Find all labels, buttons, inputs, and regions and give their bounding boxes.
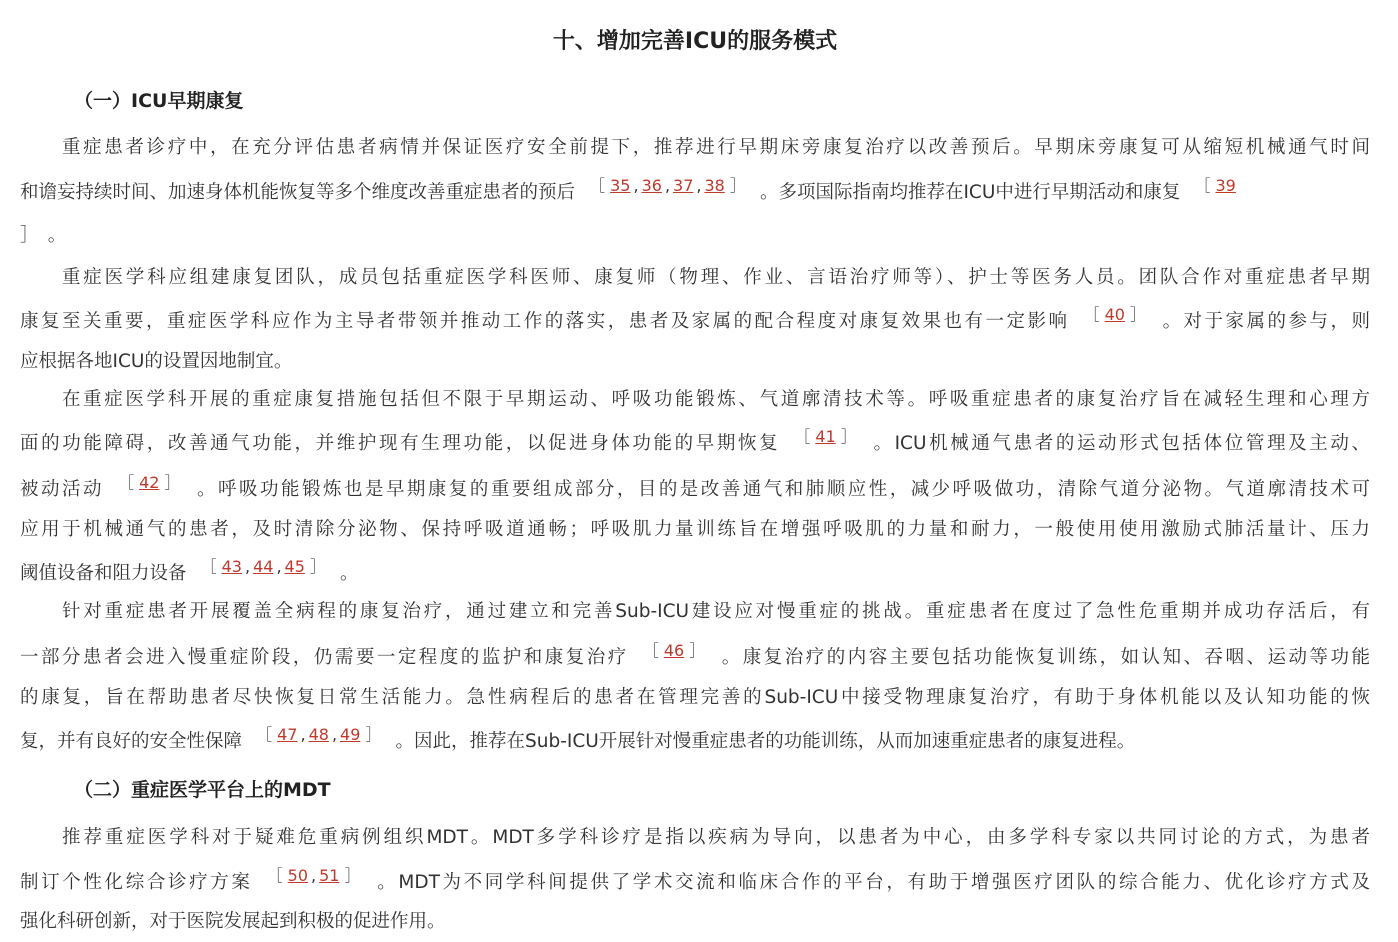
citation-link[interactable]: 46 [663, 641, 685, 660]
citation-group: ［ 43 , 44 , 45 ］ [200, 557, 326, 576]
paragraph-line: ］ 。 [20, 225, 67, 246]
line-text: 。呼吸功能锻炼也是早期康复的重要组成部分，目的是改善通气和肺顺应性，减少呼吸做功，清除气道分泌物。气道廓清技术可 [194, 479, 1370, 500]
line-text: 。MDT为不同学科间提供了学术交流和临床合作的平台，有助于增强医疗团队的综合能力、优化诊疗方式及 [374, 872, 1370, 893]
citation-link[interactable]: 43 [221, 557, 242, 576]
paragraph-line: 重症医学科应组建康复团队，成员包括重症医学科医师、康复师（物理、作业、言语治疗师等）、护士等医务人员。团队合作对重症患者早期 [62, 267, 1370, 288]
paragraph-line [20, 176, 1380, 207]
citation-link[interactable]: 37 [673, 176, 694, 195]
citation-link[interactable]: 36 [641, 176, 662, 195]
citation-group: ［ 35 , 36 , 37 , 38 ］ [589, 176, 746, 195]
line-text: 。多项国际指南均推荐在ICU中进行早期活动和康复 [759, 182, 1181, 203]
line-text: 康复至关重要，重症医学科应作为主导者带领并推动工作的落实，患者及家属的配合程度对康复效果也有一定影响 [20, 311, 1070, 332]
citation-group: ［ 39 [1194, 176, 1236, 195]
citation-link[interactable]: 40 [1104, 305, 1125, 324]
citation-group: ［ 50 , 51 ］ [266, 866, 361, 885]
line-text: 。 [340, 563, 359, 584]
citation-link[interactable]: 47 [277, 725, 298, 744]
page-title: 十、增加完善ICU的服务模式 [552, 29, 838, 54]
citation-link[interactable]: 44 [253, 557, 274, 576]
paragraph-line: 应根据各地ICU的设置因地制宜。 [20, 351, 293, 372]
paragraph-line [20, 557, 720, 588]
section-heading-mdt: （二）重症医学平台上的MDT [74, 779, 331, 801]
line-text: 复，并有良好的安全性保障 [20, 731, 243, 752]
line-text: 。对于家属的参与，则 [1160, 311, 1370, 332]
paragraph-line: 强化科研创新，对于医院发展起到积极的促进作用。 [20, 911, 446, 932]
section-heading-icu-early-rehab: （一）ICU早期康复 [74, 90, 244, 112]
line-text: 和谵妄持续时间、加速身体机能恢复等多个维度改善重症患者的预后 [20, 182, 576, 203]
paragraph-line: 重症患者诊疗中，在充分评估患者病情并保证医疗安全前提下，推荐进行早期床旁康复治疗以改善预后。早期床旁康复可从缩短机械通气时间 [62, 137, 1370, 158]
citation-link[interactable]: 50 [287, 866, 309, 885]
paragraph-line [20, 305, 1370, 336]
line-text: 被动活动 [20, 479, 104, 500]
citation-link[interactable]: 45 [284, 557, 305, 576]
citation-group: ［ 46 ］ [642, 641, 706, 660]
citation-group: ［ 47 , 48 , 49 ］ [256, 725, 382, 744]
citation-group: ［ 42 ］ [117, 473, 181, 492]
paragraph-line [20, 427, 1370, 458]
citation-link[interactable]: 49 [340, 725, 361, 744]
paragraph-line [20, 641, 1370, 672]
citation-link[interactable]: 41 [815, 427, 836, 446]
citation-link[interactable]: 38 [704, 176, 725, 195]
paragraph-line: 应用于机械通气的患者，及时清除分泌物、保持呼吸道通畅；呼吸肌力量训练旨在增强呼吸肌的力量和耐力，一般使用使用激励式肺活量计、压力 [20, 519, 1370, 540]
line-text: 阈值设备和阻力设备 [20, 563, 187, 584]
paragraph-line: 针对重症患者开展覆盖全病程的康复治疗，通过建立和完善Sub-ICU建设应对慢重症的挑战。重症患者在度过了急性危重期并成功存活后，有 [62, 601, 1370, 622]
citation-link[interactable]: 35 [610, 176, 631, 195]
paragraph-line: 推荐重症医学科对于疑难危重病例组织MDT。MDT多学科诊疗是指以疾病为导向，以患者为中心，由多学科专家以共同讨论的方式，为患者 [62, 827, 1370, 848]
citation-link[interactable]: 39 [1215, 176, 1236, 195]
line-text: 。因此，推荐在Sub-ICU开展针对慢重症患者的功能训练，从而加速重症患者的康复进程。 [395, 731, 1136, 752]
line-text: 一部分患者会进入慢重症阶段，仍需要一定程度的监护和康复治疗 [20, 647, 629, 668]
paragraph-line [20, 725, 1380, 756]
paragraph-line [20, 866, 1370, 897]
line-text: 。ICU机械通气患者的运动形式包括体位管理及主动、 [870, 433, 1370, 454]
paragraph-line: 的康复，旨在帮助患者尽快恢复日常生活能力。急性病程后的患者在管理完善的Sub-ICU中接受物理康复治疗，有助于身体机能以及认知功能的恢 [20, 687, 1370, 708]
citation-group: ［ 40 ］ [1083, 305, 1147, 324]
citation-link[interactable]: 51 [319, 866, 340, 885]
line-text: 面的功能障碍，改善通气功能，并维护现有生理功能，以促进身体功能的早期恢复 [20, 433, 781, 454]
paragraph-line: 在重症医学科开展的重症康复措施包括但不限于早期运动、呼吸功能锻炼、气道廓清技术等。呼吸重症患者的康复治疗旨在减轻生理和心理方 [62, 389, 1370, 410]
line-text: 。康复治疗的内容主要包括功能恢复训练，如认知、吞咽、运动等功能 [719, 647, 1370, 668]
citation-group: ［ 41 ］ [794, 427, 857, 446]
citation-link[interactable]: 48 [308, 725, 329, 744]
citation-link[interactable]: 42 [139, 473, 160, 492]
paragraph-line [20, 473, 1370, 504]
line-text: 制订个性化综合诊疗方案 [20, 872, 253, 893]
